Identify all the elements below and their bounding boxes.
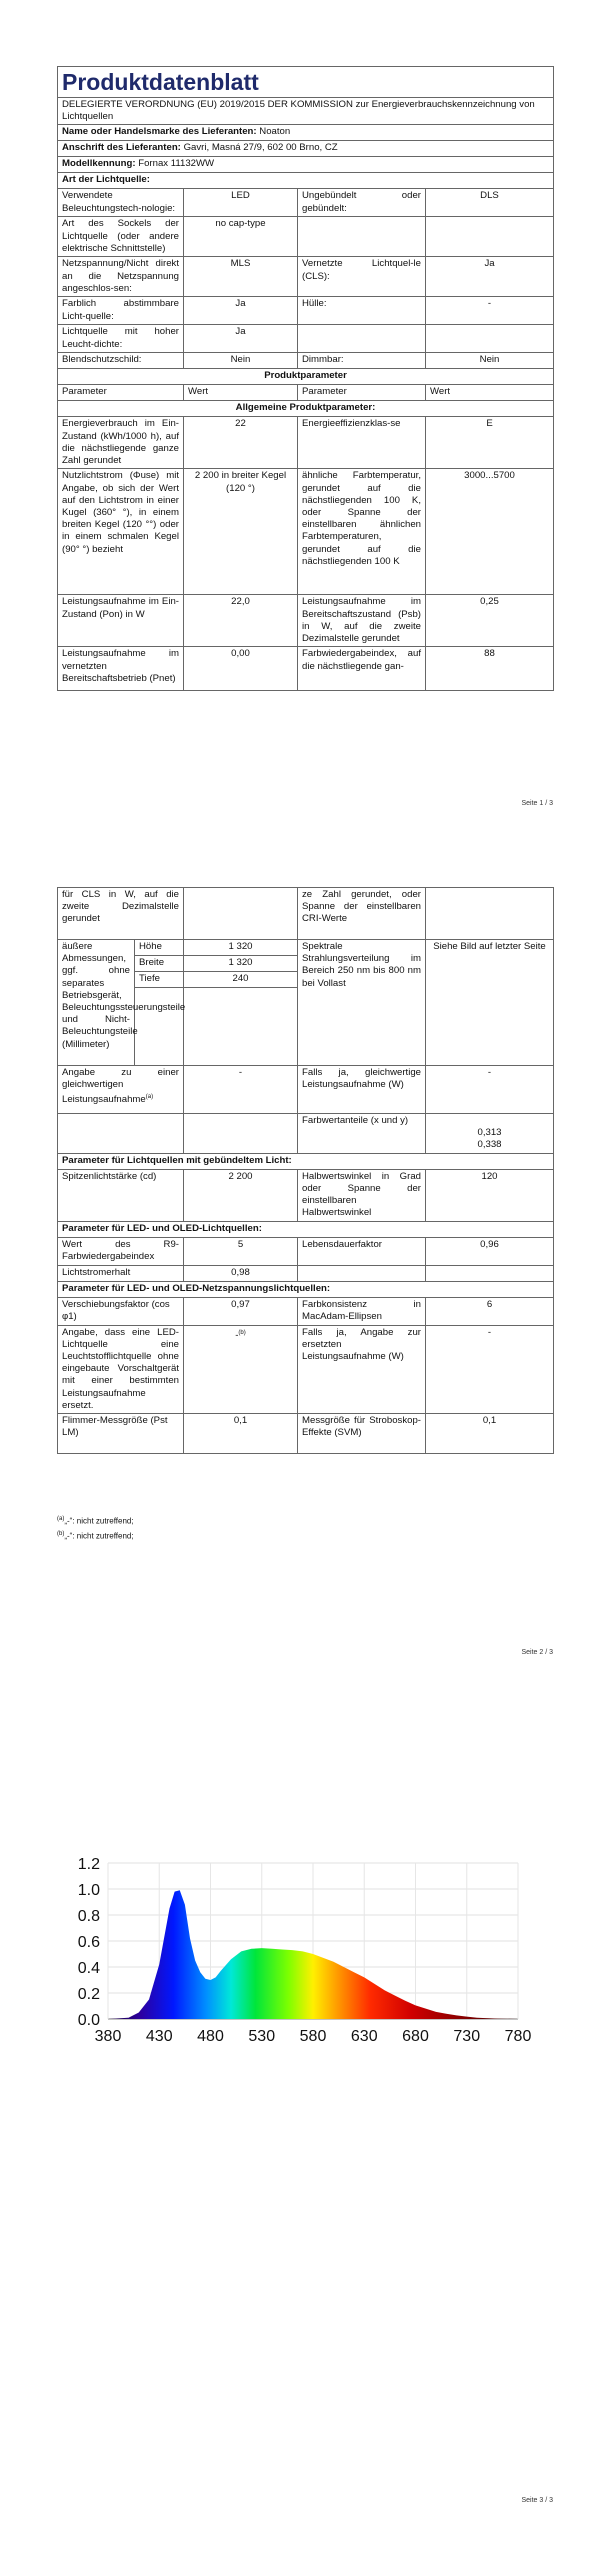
y-tick-label: 1.0: [77, 1882, 100, 1899]
cct-label: ähnliche Farbtemperatur, gerundet auf die nächstliegenden 100 K, oder Spanne der einstellbaren ähnlichen Farbtemperaturen, gerundet auf die nächstliegenden 100 K: [298, 469, 426, 595]
supplier-name-row: [58, 125, 554, 141]
empty-cell: [298, 217, 426, 257]
envelope-label: Hülle:: [298, 297, 426, 325]
cct-value: 3000...5700: [426, 469, 554, 595]
y-tick-label: 0.6: [77, 1934, 100, 1951]
col-header-value: Wert: [184, 385, 298, 401]
cls-label: Vernetzte Lichtquel-le (CLS):: [298, 257, 426, 297]
lumen-maintenance-value: 0,98: [184, 1265, 298, 1281]
anti-glare-label: Blendschutzschild:: [58, 353, 184, 369]
useful-flux-label: Nutzlichtstrom (Φuse) mit Angabe, ob sich der Wert auf den Lichtstrom in einer Kugel (360° °), in einem breiten Kegel (120 °°) oder in einem schmalen Kegel (90° °) bezieht: [58, 469, 184, 595]
spectral-distribution-value: Siehe Bild auf letzter Seite: [426, 940, 554, 1066]
supplier-name-label: Name oder Handelsmarke des Lieferanten:: [62, 126, 257, 138]
general-params-heading: Allgemeine Produktparameter:: [58, 401, 554, 417]
standby-power-label: Leistungsaufnahme im Bereitschaftszustand (Psb) in W, auf die zweite Dezimalstelle gerundet: [298, 595, 426, 647]
empty-cell: [426, 325, 554, 353]
x-tick-label: 430: [145, 2028, 173, 2045]
product-datasheet-table-page1: [57, 66, 554, 691]
chromaticity-values: [426, 1114, 554, 1154]
col-header-param: Parameter: [58, 385, 184, 401]
high-luminance-value: Ja: [184, 325, 298, 353]
width-label: Breite: [135, 956, 184, 972]
empty-cell: [298, 325, 426, 353]
replaced-power-label: Falls ja, Angabe zur ersetzten Leistungsaufnahme (W): [298, 1325, 426, 1413]
power-factor-value: 0,97: [184, 1297, 298, 1325]
cap-type-value: no cap-type: [184, 217, 298, 257]
led-oled-params-heading: Parameter für LED- und OLED-Lichtquellen:: [58, 1221, 554, 1237]
flicker-metric-label: Flimmer-Messgröße (Pst LM): [58, 1414, 184, 1454]
flicker-metric-value: 0,1: [184, 1414, 298, 1454]
chromaticity-label: Farbwertanteile (x und y): [298, 1114, 426, 1154]
cri-value: 88: [426, 647, 554, 691]
peak-intensity-value: 2 200: [184, 1169, 298, 1221]
cri-label-part1: Farbwiedergabeindex, auf die nächstliegende gan-: [298, 647, 426, 691]
standby-power-value: 0,25: [426, 595, 554, 647]
colour-consistency-value: 6: [426, 1297, 554, 1325]
page-number-3: Seite 3 / 3: [521, 2497, 553, 2504]
on-mode-power-value: 22,0: [184, 595, 298, 647]
chromaticity-y: 0,338: [477, 1139, 502, 1151]
y-tick-label: 0.2: [77, 1986, 100, 2003]
survival-factor-label: Lebensdauerfaktor: [298, 1237, 426, 1265]
peak-intensity-label: Spitzenlichtstärke (cd): [58, 1169, 184, 1221]
anti-glare-value: Nein: [184, 353, 298, 369]
high-luminance-label: Lichtquelle mit hoher Leucht-dichte:: [58, 325, 184, 353]
equivalent-power-value: -: [426, 1066, 554, 1114]
dimmable-value: Nein: [426, 353, 554, 369]
width-value: 1 320: [184, 956, 298, 972]
regulation-text: DELEGIERTE VERORDNUNG (EU) 2019/2015 DER KOMMISSION zur Energieverbrauchskennzeichnung von Lichtquellen: [58, 98, 554, 125]
energy-class-value: E: [426, 417, 554, 469]
empty-cell: [426, 1265, 554, 1281]
r9-value: 5: [184, 1237, 298, 1265]
height-label: Höhe: [135, 940, 184, 956]
y-tick-label: 1.2: [77, 1856, 100, 1873]
lighting-technology-label: Verwendete Beleuchtungstech-nologie:: [58, 189, 184, 217]
height-value: 1 320: [184, 940, 298, 956]
empty-cell: [135, 988, 184, 1066]
y-tick-label: 0.0: [77, 2012, 100, 2029]
directional-params-heading: Parameter für Lichtquellen mit gebündeltem Licht:: [58, 1153, 554, 1169]
depth-label: Tiefe: [135, 972, 184, 988]
energy-consumption-value: 22: [184, 417, 298, 469]
product-params-heading: Produktparameter: [58, 369, 554, 385]
cls-value: Ja: [426, 257, 554, 297]
page-number-1: Seite 1 / 3: [521, 800, 553, 807]
col-header-value: Wert: [426, 385, 554, 401]
empty-cell: [426, 888, 554, 940]
fluorescent-replacement-value: -$^{(b)}$: [184, 1325, 298, 1413]
spectral-distribution-chart: [60, 1855, 540, 2055]
equivalent-power-label: Falls ja, gleichwertige Leistungsaufnahme (W): [298, 1066, 426, 1114]
lighting-technology-value: LED: [184, 189, 298, 217]
supplier-name-value: Noaton: [259, 126, 291, 138]
beam-angle-value: 120: [426, 1169, 554, 1221]
on-mode-power-label: Leistungsaufnahme im Ein-Zustand (Pon) in W: [58, 595, 184, 647]
lumen-maintenance-label: Lichtstromerhalt: [58, 1265, 184, 1281]
replaced-power-value: -: [426, 1325, 554, 1413]
empty-cell: [184, 1114, 298, 1154]
energy-class-label: Energieeffizienzklas-se: [298, 417, 426, 469]
page-number-2: Seite 2 / 3: [521, 1649, 553, 1656]
model-value: Fornax 11132WW: [138, 158, 215, 170]
envelope-value: -: [426, 297, 554, 325]
x-tick-label: 480: [197, 2028, 224, 2045]
x-tick-label: 730: [453, 2028, 481, 2045]
useful-flux-value: 2 200 in breiter Kegel (120 °): [184, 469, 298, 595]
r9-label: Wert des R9-Farbwiedergabeindex: [58, 1237, 184, 1265]
mains-value: MLS: [184, 257, 298, 297]
y-tick-label: 0.8: [77, 1908, 100, 1925]
survival-factor-value: 0,96: [426, 1237, 554, 1265]
supplier-address-label: Anschrift des Lieferanten:: [62, 142, 181, 154]
empty-cell: [426, 217, 554, 257]
colour-consistency-label: Farbkonsistenz in MacAdam-Ellipsen: [298, 1297, 426, 1325]
spectral-distribution-label: Spektrale Strahlungsverteilung im Bereich 250 nm bis 800 nm bei Vollast: [298, 940, 426, 1066]
x-axis: [95, 2028, 532, 2045]
x-tick-label: 380: [94, 2028, 122, 2045]
cap-type-label: Art des Sockels der Lichtquelle (oder andere elektrische Schnittstelle): [58, 217, 184, 257]
stroboscopic-label: Messgröße für Stroboskop-Effekte (SVM): [298, 1414, 426, 1454]
empty-cell: [184, 888, 298, 940]
chromaticity-x: 0,313: [477, 1127, 502, 1139]
depth-value: 240: [184, 972, 298, 988]
x-tick-label: 630: [350, 2028, 378, 2045]
cri-label-part2: ze Zahl gerundet, oder Spanne der einstellbaren CRI-Werte: [298, 888, 426, 940]
fluorescent-replacement-label: Angabe, dass eine LED-Lichtquelle eine Leuchtstofflichtquelle ohne eingebaute Vorschaltgerät mit einer bestimmten Leistungsaufnahme ersetzt.: [58, 1325, 184, 1413]
equivalent-power-claim-label: Angabe zu einer gleichwertigen Leistungsaufnahme$^{(a)}$: [58, 1066, 184, 1114]
equivalent-power-claim-value: -: [184, 1066, 298, 1114]
supplier-address-row: [58, 141, 554, 157]
colour-tuneable-label: Farblich abstimmbare Licht-quelle:: [58, 297, 184, 325]
y-tick-label: 0.4: [77, 1960, 100, 1977]
beam-angle-label: Halbwertswinkel in Grad oder Spanne der einstellbaren Halbwertswinkel: [298, 1169, 426, 1221]
networked-standby-value: 0,00: [184, 647, 298, 691]
y-axis: [78, 1856, 100, 2029]
x-tick-label: 580: [299, 2028, 327, 2045]
directional-value: DLS: [426, 189, 554, 217]
page-title: Produktdatenblatt: [58, 67, 554, 98]
supplier-address-value: Gavri, Masná 27/9, 602 00 Brno, CZ: [183, 142, 338, 154]
dimmable-label: Dimmbar:: [298, 353, 426, 369]
model-row: [58, 157, 554, 173]
networked-standby-label-part1: Leistungsaufnahme im vernetzten Bereitschaftsbetrieb (Pnet): [58, 647, 184, 691]
product-datasheet-table-page2: [57, 887, 554, 1454]
directional-label: Ungebündelt oder gebündelt:: [298, 189, 426, 217]
empty-cell: [298, 1265, 426, 1281]
energy-consumption-label: Energieverbrauch im Ein-Zustand (kWh/1000 h), auf die nächstliegende ganze Zahl gerundet: [58, 417, 184, 469]
model-label: Modellkennung:: [62, 158, 136, 170]
dimensions-label: äußere Abmessungen, ggf. ohne separates Betriebsgerät, Beleuchtungssteuerungsteile und Nicht-Beleuchtungsteile (Millimeter): [58, 940, 135, 1066]
power-factor-label: Verschiebungsfaktor (cos φ1): [58, 1297, 184, 1325]
footnote-b: $^{(b)}$„-“: nicht zutreffend;: [57, 1531, 134, 1541]
empty-cell: [58, 1114, 184, 1154]
x-tick-label: 680: [402, 2028, 429, 2045]
empty-cell: [184, 988, 298, 1066]
led-oled-mains-params-heading: Parameter für LED- und OLED-Netzspannungslichtquellen:: [58, 1281, 554, 1297]
colour-tuneable-value: Ja: [184, 297, 298, 325]
stroboscopic-value: 0,1: [426, 1414, 554, 1454]
x-tick-label: 780: [504, 2028, 532, 2045]
networked-standby-label-part2: für CLS in W, auf die zweite Dezimalstelle gerundet: [58, 888, 184, 940]
footnote-a: $^{(a)}$„-“: nicht zutreffend;: [57, 1516, 134, 1526]
mains-label: Netzspannung/Nicht direkt an die Netzspannung angeschlos-sen:: [58, 257, 184, 297]
x-tick-label: 530: [248, 2028, 276, 2045]
col-header-param: Parameter: [298, 385, 426, 401]
light-source-type-heading: Art der Lichtquelle:: [58, 173, 554, 189]
